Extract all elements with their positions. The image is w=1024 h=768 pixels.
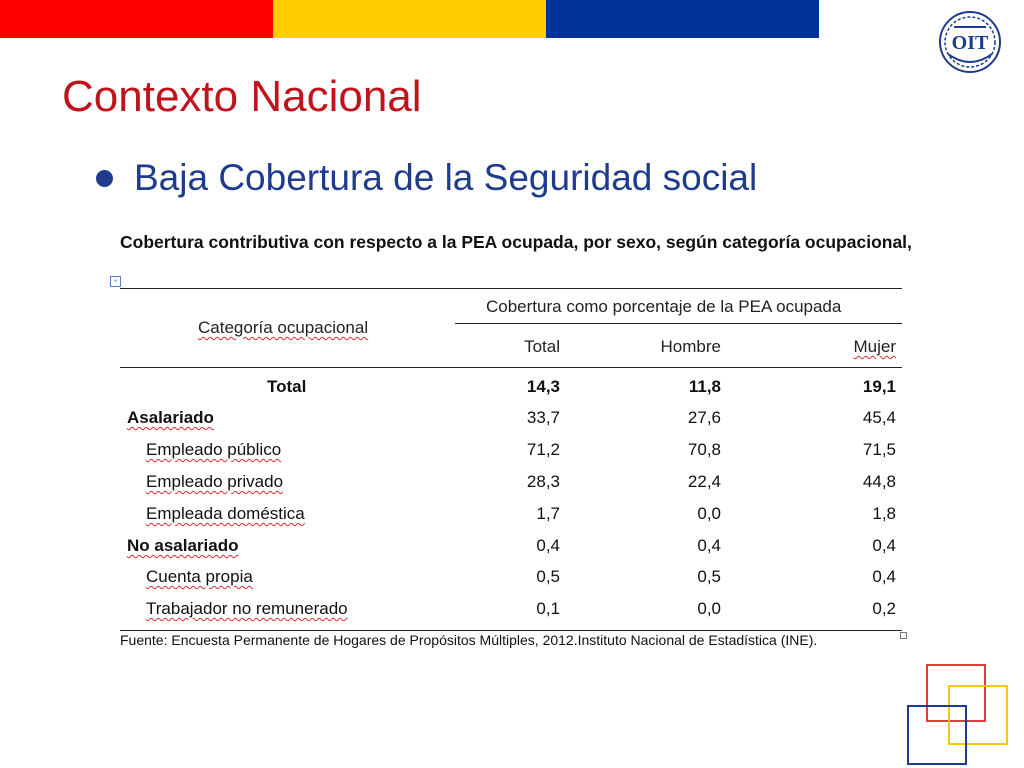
cell-total: 0,5 — [536, 567, 560, 586]
table-row — [120, 504, 902, 534]
cell-mujer: 0,4 — [872, 536, 896, 555]
table-move-handle-icon[interactable]: + — [110, 276, 121, 287]
cell-hombre: 22,4 — [687, 472, 721, 491]
cell-mujer: 19,1 — [862, 377, 896, 396]
bullet-text: Baja Cobertura de la Seguridad social — [134, 157, 758, 198]
decor-blue-square — [907, 705, 967, 765]
row-label: Asalariado — [127, 408, 214, 427]
top-bar-red — [0, 0, 273, 38]
table-row — [120, 377, 902, 407]
table-bottom-rule — [120, 630, 902, 631]
cell-mujer: 44,8 — [862, 472, 896, 491]
column-header-mujer: Mujer — [853, 337, 896, 356]
cell-total: 1,7 — [536, 504, 560, 523]
column-header-total: Total — [524, 337, 560, 356]
table-top-rule — [120, 288, 902, 289]
cell-total: 0,1 — [536, 599, 560, 618]
cell-total: 0,4 — [536, 536, 560, 555]
cell-mujer: 71,5 — [862, 440, 896, 459]
group-header: Cobertura como porcentaje de la PEA ocupada — [486, 297, 842, 316]
table-row — [120, 536, 902, 566]
cell-hombre: 0,0 — [697, 599, 721, 618]
column-header-hombre: Hombre — [660, 337, 721, 356]
row-label: Cuenta propia — [146, 567, 253, 586]
row-label: Empleado privado — [146, 472, 284, 491]
logo-text: OIT — [951, 32, 989, 54]
table-source-note: Fuente: Encuesta Permanente de Hogares de Propósitos Múltiples, 2012.Instituto Nacional de Estadística (INE). — [120, 632, 818, 648]
bullet-dot-icon — [96, 170, 113, 187]
cell-hombre: 27,6 — [687, 408, 721, 427]
cell-hombre: 11,8 — [688, 377, 721, 396]
header-bottom-rule — [120, 367, 902, 368]
cell-total: 14,3 — [526, 377, 560, 396]
cell-mujer: 0,4 — [872, 567, 896, 586]
cell-hombre: 70,8 — [687, 440, 721, 459]
top-bar-blue — [546, 0, 819, 38]
end-of-row-marker-icon — [900, 632, 907, 639]
cell-hombre: 0,0 — [697, 504, 721, 523]
cell-mujer: 45,4 — [862, 408, 896, 427]
cell-hombre: 0,4 — [697, 536, 721, 555]
cell-mujer: 1,8 — [872, 504, 896, 523]
table-row — [120, 599, 902, 629]
group-header-rule — [455, 323, 902, 324]
row-label: Empleado público — [146, 440, 282, 459]
cell-total: 33,7 — [526, 408, 560, 427]
row-label: No asalariado — [127, 536, 239, 555]
bullet-item — [96, 157, 757, 199]
top-bar-yellow — [273, 0, 546, 38]
cell-total: 28,3 — [526, 472, 560, 491]
table-row — [120, 408, 902, 438]
table-row — [120, 472, 902, 502]
category-header: Categoría ocupacional — [198, 318, 369, 337]
table-row — [120, 440, 902, 470]
table-row — [120, 567, 902, 597]
cell-mujer: 0,2 — [872, 599, 896, 618]
cell-hombre: 0,5 — [697, 567, 721, 586]
slide-title: Contexto Nacional — [62, 72, 422, 121]
oit-logo — [938, 10, 1002, 74]
cell-total: 71,2 — [526, 440, 560, 459]
row-label: Empleada doméstica — [146, 504, 305, 523]
row-label: Total — [267, 377, 307, 396]
row-label: Trabajador no remunerado — [146, 599, 348, 618]
table-caption: Cobertura contributiva con respecto a la PEA ocupada, por sexo, según categoría ocupacional, — [120, 232, 912, 252]
